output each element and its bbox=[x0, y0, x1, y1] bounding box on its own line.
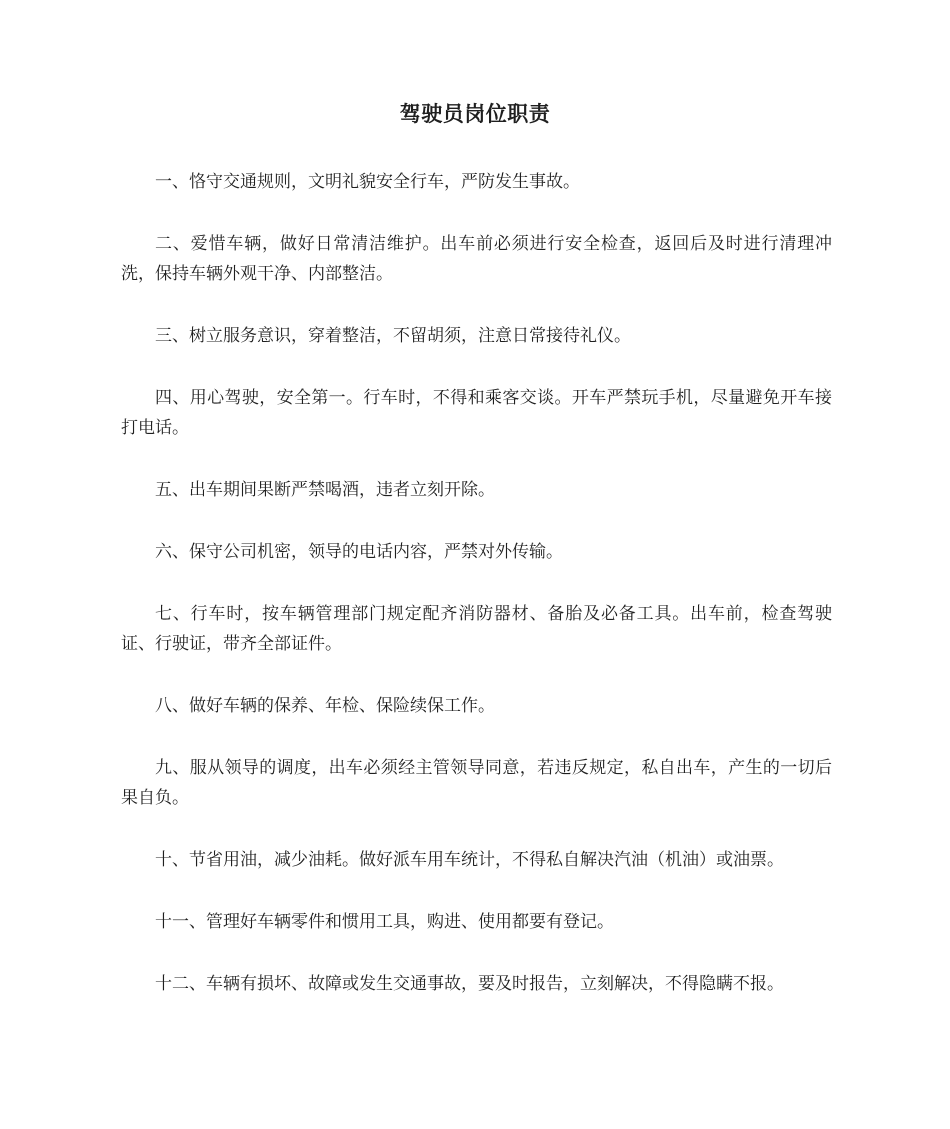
paragraph-2: 二、爱惜车辆，做好日常清洁维护。出车前必须进行安全检查，返回后及时进行清理冲洗，保持车辆外观干净、内部整洁。 bbox=[121, 234, 832, 284]
paragraph-10: 十、节省用油，减少油耗。做好派车用车统计，不得私自解决汽油（机油）或油票。 bbox=[155, 850, 784, 870]
paragraph-6: 六、保守公司机密，领导的电话内容，严禁对外传输。 bbox=[155, 542, 563, 562]
paragraph-9: 九、服从领导的调度，出车必须经主管领导同意，若违反规定，私自出车，产生的一切后果自负。 bbox=[121, 758, 832, 808]
paragraph-11: 十一、管理好车辆零件和惯用工具，购进、使用都要有登记。 bbox=[155, 912, 614, 932]
document-title: 驾驶员岗位职责 bbox=[399, 102, 551, 126]
paragraph-5: 五、出车期间果断严禁喝酒，违者立刻开除。 bbox=[155, 480, 495, 500]
paragraph-4: 四、用心驾驶，安全第一。行车时，不得和乘客交谈。开车严禁玩手机，尽量避免开车接打电话。 bbox=[121, 388, 832, 438]
paragraph-12: 十二、车辆有损坏、故障或发生交通事故，要及时报告，立刻解决，不得隐瞒不报。 bbox=[155, 974, 784, 994]
paragraph-3: 三、树立服务意识，穿着整洁，不留胡须，注意日常接待礼仪。 bbox=[155, 326, 631, 346]
paragraph-8: 八、做好车辆的保养、年检、保险续保工作。 bbox=[155, 696, 495, 716]
document-body bbox=[121, 167, 832, 999]
paragraph-1: 一、恪守交通规则，文明礼貌安全行车，严防发生事故。 bbox=[155, 172, 580, 192]
paragraph-7: 七、行车时，按车辆管理部门规定配齐消防器材、备胎及必备工具。出车前，检查驾驶证、行驶证，带齐全部证件。 bbox=[121, 604, 832, 654]
